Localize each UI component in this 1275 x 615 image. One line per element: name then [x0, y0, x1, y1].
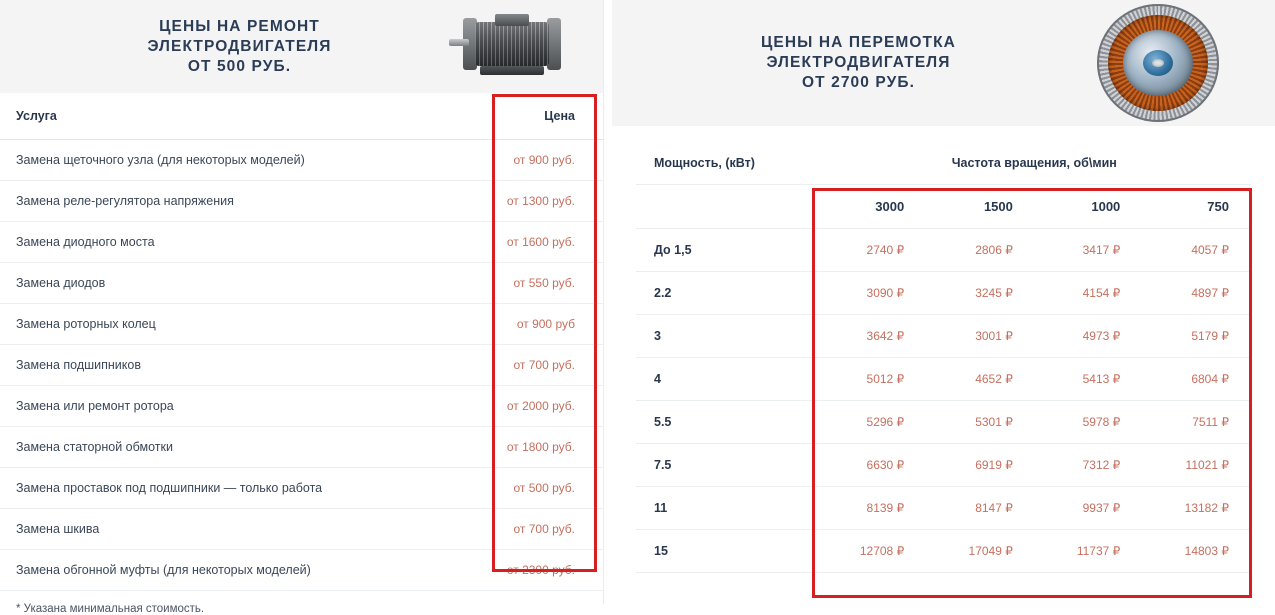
price-cell: 3001 ₽ — [926, 315, 1035, 358]
table-row — [636, 272, 1251, 315]
repair-table-header-row — [0, 93, 603, 140]
repair-table-head — [0, 93, 603, 140]
table-row — [0, 140, 603, 181]
service-price: от 2300 руб. — [453, 550, 603, 591]
service-price: от 700 руб. — [453, 509, 603, 550]
service-name: Замена или ремонт ротора — [0, 386, 453, 427]
repair-hero-title-line-1: ЦЕНЫ НА РЕМОНТ — [159, 17, 320, 35]
price-cell: 4652 ₽ — [926, 358, 1035, 401]
power-value: 11 — [636, 487, 818, 530]
price-cell: 3417 ₽ — [1035, 229, 1142, 272]
rpm-column-3000: 3000 — [818, 185, 927, 229]
repair-table-footnote: * Указана минимальная стоимость. — [16, 603, 205, 615]
repair-prices-table — [0, 93, 603, 591]
motor-foot — [480, 66, 544, 75]
price-cell: 7312 ₽ — [1035, 444, 1142, 487]
rewinding-hero-title-line-3: ОТ 2700 РУБ. — [801, 74, 916, 91]
rewinding-prices-table — [636, 142, 1251, 573]
power-value: До 1,5 — [636, 229, 818, 272]
price-cell: 3245 ₽ — [926, 272, 1035, 315]
repair-col-service: Услуга — [0, 93, 453, 140]
price-cell: 13182 ₽ — [1142, 487, 1251, 530]
rewinding-table-body — [636, 229, 1251, 573]
power-value: 2.2 — [636, 272, 818, 315]
price-cell: 6804 ₽ — [1142, 358, 1251, 401]
table-row — [636, 229, 1251, 272]
price-cell: 14803 ₽ — [1142, 530, 1251, 573]
service-name: Замена щеточного узла (для некоторых моделей) — [0, 140, 453, 181]
repair-hero-banner — [0, 0, 603, 93]
table-row — [0, 468, 603, 509]
repair-hero-title-line-3: ОТ 500 РУБ. — [187, 57, 292, 75]
price-cell: 4973 ₽ — [1035, 315, 1142, 358]
motor-terminal-box — [495, 14, 529, 26]
repair-hero-title-line-2: ЭЛЕКТРОДВИГАТЕЛЯ — [147, 37, 332, 55]
motor-shaft — [449, 39, 469, 46]
price-cell: 2740 ₽ — [818, 229, 927, 272]
table-row — [636, 315, 1251, 358]
table-row — [636, 530, 1251, 573]
rewinding-table-subheader-row — [636, 185, 1251, 229]
rpm-column-1500: 1500 — [926, 185, 1035, 229]
service-name: Замена диодов — [0, 263, 453, 304]
price-cell: 3090 ₽ — [818, 272, 927, 315]
rewinding-col-power: Мощность, (кВт) — [636, 142, 818, 185]
rewinding-hero-title — [612, 33, 1075, 93]
table-row — [636, 358, 1251, 401]
table-row — [0, 304, 603, 345]
service-name: Замена шкива — [0, 509, 453, 550]
rewinding-hero-banner — [612, 0, 1275, 126]
table-row — [0, 509, 603, 550]
service-price: от 550 руб. — [453, 263, 603, 304]
price-cell: 3642 ₽ — [818, 315, 927, 358]
rpm-column-1000: 1000 — [1035, 185, 1142, 229]
repair-prices-panel — [0, 0, 603, 615]
table-row — [0, 550, 603, 591]
service-price: от 1800 руб. — [453, 427, 603, 468]
price-cell: 5012 ₽ — [818, 358, 927, 401]
service-name: Замена проставок под подшипники — только работа — [0, 468, 453, 509]
service-name: Замена обгонной муфты (для некоторых моделей) — [0, 550, 453, 591]
price-cell: 8139 ₽ — [818, 487, 927, 530]
motor-endcap-right — [547, 18, 561, 70]
rewinding-col-rpm-group: Частота вращения, об\мин — [818, 142, 1251, 185]
price-cell: 5978 ₽ — [1035, 401, 1142, 444]
service-price: от 500 руб. — [453, 468, 603, 509]
stator-hub-core — [1152, 59, 1164, 67]
table-row — [0, 427, 603, 468]
price-cell: 17049 ₽ — [926, 530, 1035, 573]
price-cell: 5413 ₽ — [1035, 358, 1142, 401]
price-cell: 2806 ₽ — [926, 229, 1035, 272]
repair-hero-title — [0, 17, 439, 77]
price-cell: 11021 ₽ — [1142, 444, 1251, 487]
service-price: от 900 руб. — [453, 140, 603, 181]
rewinding-subheader-spacer — [636, 185, 818, 229]
power-value: 5.5 — [636, 401, 818, 444]
service-price: от 700 руб. — [453, 345, 603, 386]
price-cell: 9937 ₽ — [1035, 487, 1142, 530]
table-row — [636, 401, 1251, 444]
table-row — [636, 487, 1251, 530]
rewinding-table-wrap — [612, 126, 1275, 573]
electric-motor-photo — [439, 0, 589, 93]
repair-col-price: Цена — [453, 93, 603, 140]
price-cell: 6919 ₽ — [926, 444, 1035, 487]
stator-illustration — [1097, 4, 1219, 122]
table-row — [0, 222, 603, 263]
repair-table-body — [0, 140, 603, 591]
price-cell: 4897 ₽ — [1142, 272, 1251, 315]
price-cell: 4154 ₽ — [1035, 272, 1142, 315]
rewinding-table-head — [636, 142, 1251, 229]
price-cell: 5296 ₽ — [818, 401, 927, 444]
table-row — [0, 386, 603, 427]
table-row — [0, 345, 603, 386]
service-name: Замена подшипников — [0, 345, 453, 386]
price-cell: 11737 ₽ — [1035, 530, 1142, 573]
service-price: от 1600 руб. — [453, 222, 603, 263]
service-name: Замена диодного моста — [0, 222, 453, 263]
stator-winding-photo — [1075, 0, 1245, 126]
power-value: 7.5 — [636, 444, 818, 487]
rewinding-hero-title-line-2: ЭЛЕКТРОДВИГАТЕЛЯ — [766, 54, 951, 71]
power-value: 3 — [636, 315, 818, 358]
service-price: от 2000 руб. — [453, 386, 603, 427]
price-cell: 12708 ₽ — [818, 530, 927, 573]
service-name: Замена статорной обмотки — [0, 427, 453, 468]
price-cell: 4057 ₽ — [1142, 229, 1251, 272]
power-value: 15 — [636, 530, 818, 573]
motor-cooling-ribs — [475, 22, 549, 66]
price-cell: 8147 ₽ — [926, 487, 1035, 530]
price-cell: 6630 ₽ — [818, 444, 927, 487]
price-cell: 5301 ₽ — [926, 401, 1035, 444]
table-row — [0, 181, 603, 222]
electric-motor-illustration — [447, 14, 581, 80]
power-value: 4 — [636, 358, 818, 401]
table-row — [636, 444, 1251, 487]
price-cell: 7511 ₽ — [1142, 401, 1251, 444]
table-row — [0, 263, 603, 304]
service-name: Замена реле-регулятора напряжения — [0, 181, 453, 222]
rewinding-table-header-row — [636, 142, 1251, 185]
rewinding-prices-panel — [612, 0, 1275, 604]
rewinding-hero-title-line-1: ЦЕНЫ НА ПЕРЕМОТКА — [761, 34, 956, 51]
rpm-column-750: 750 — [1142, 185, 1251, 229]
price-cell: 5179 ₽ — [1142, 315, 1251, 358]
service-name: Замена роторных колец — [0, 304, 453, 345]
service-price: от 900 руб — [453, 304, 603, 345]
panel-divider — [603, 0, 612, 604]
service-price: от 1300 руб. — [453, 181, 603, 222]
